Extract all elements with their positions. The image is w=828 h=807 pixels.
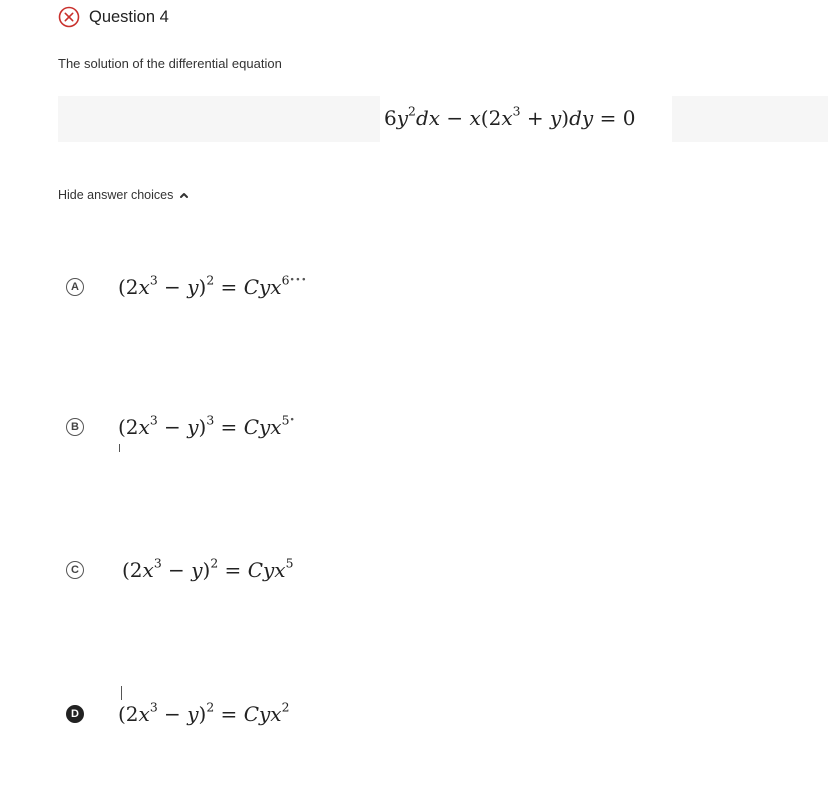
equation-background-right	[672, 96, 828, 142]
choice-letter-a[interactable]: A	[66, 278, 84, 296]
text-cursor-b	[119, 444, 120, 452]
choice-a-more-icon: •••	[289, 275, 307, 286]
equation-block	[58, 96, 828, 142]
question-header	[58, 6, 169, 28]
choice-d-equation: $(2x^3 - y)^2 = Cyx^2$	[118, 699, 290, 726]
choice-c-equation: $(2x^3 - y)^2 = Cyx^5$	[122, 555, 294, 582]
chevron-up-icon	[179, 191, 189, 199]
choice-letter-b[interactable]: B	[66, 418, 84, 436]
choice-b-more-icon: •	[289, 415, 296, 426]
choice-b-equation: $(2x^3 - y)^3 = Cyx^{5•}$	[118, 412, 296, 439]
toggle-label: Hide answer choices	[58, 188, 174, 202]
choice-letter-c[interactable]: C	[66, 561, 84, 579]
choice-letter-d[interactable]: D	[66, 705, 84, 723]
choice-a-equation: $(2x^3 - y)^2 = Cyx^{6•••}$	[118, 272, 307, 299]
answer-choice-a[interactable]	[66, 272, 307, 299]
text-cursor-d	[121, 686, 122, 700]
answer-choice-b[interactable]	[66, 412, 296, 439]
question-title: Question 4	[89, 7, 169, 26]
answer-choice-c[interactable]	[66, 555, 294, 582]
equation-background-left	[58, 96, 380, 142]
hide-answer-choices-toggle[interactable]	[58, 188, 189, 202]
differential-equation: $6y^2dx - x(2x^3 + y)dy = 0$	[384, 103, 636, 130]
x-circle-icon	[58, 6, 80, 28]
question-prompt: The solution of the differential equation	[58, 56, 282, 71]
answer-choice-d[interactable]	[66, 699, 290, 726]
